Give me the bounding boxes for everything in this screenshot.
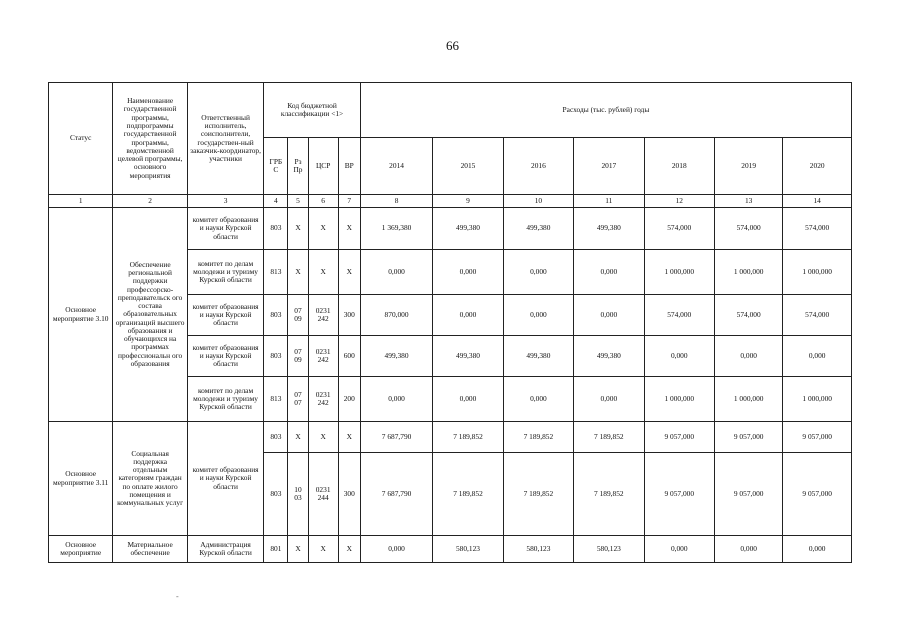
value-cell: 580,123 bbox=[574, 536, 644, 563]
column-number: 12 bbox=[644, 195, 714, 208]
responsible-cell: комитет образования и науки Курской области bbox=[187, 208, 263, 250]
header-expenses: Расходы (тыс. рублей) годы bbox=[360, 83, 851, 138]
value-cell: 9 057,000 bbox=[783, 453, 852, 536]
table-row bbox=[49, 422, 852, 453]
value-cell: 0,000 bbox=[433, 377, 503, 422]
value-cell: 7 189,852 bbox=[433, 453, 503, 536]
budget-table bbox=[48, 82, 852, 563]
column-number: 10 bbox=[503, 195, 573, 208]
header-vr: ВР bbox=[338, 138, 360, 195]
header-csr: ЦСР bbox=[308, 138, 338, 195]
vr-cell: Х bbox=[338, 536, 360, 563]
value-cell: 580,123 bbox=[503, 536, 573, 563]
value-cell: 0,000 bbox=[644, 536, 714, 563]
value-cell: 7 189,852 bbox=[433, 422, 503, 453]
responsible-cell: Администрация Курской области bbox=[187, 536, 263, 563]
rzpr-cell: Х bbox=[288, 208, 308, 250]
header-status: Статус bbox=[49, 83, 113, 195]
vr-cell: Х bbox=[338, 422, 360, 453]
status-cell: Основное мероприятие bbox=[49, 536, 113, 563]
value-cell: 0,000 bbox=[714, 336, 782, 377]
column-number: 3 bbox=[187, 195, 263, 208]
csr-cell: Х bbox=[308, 422, 338, 453]
csr-cell: 0231 242 bbox=[308, 377, 338, 422]
rzpr-cell: Х bbox=[288, 422, 308, 453]
name-cell: Материальное обеспечение bbox=[113, 536, 187, 563]
value-cell: 574,000 bbox=[783, 295, 852, 336]
column-number: 14 bbox=[783, 195, 852, 208]
value-cell: 1 369,380 bbox=[360, 208, 432, 250]
value-cell: 9 057,000 bbox=[783, 422, 852, 453]
value-cell: 580,123 bbox=[433, 536, 503, 563]
rzpr-cell: Х bbox=[288, 250, 308, 295]
value-cell: 499,380 bbox=[574, 336, 644, 377]
rzpr-cell: 07 09 bbox=[288, 295, 308, 336]
responsible-cell: комитет по делам молодежи и туризму Курской области bbox=[187, 377, 263, 422]
page-number: 66 bbox=[446, 38, 459, 53]
value-cell: 574,000 bbox=[783, 208, 852, 250]
table-row bbox=[49, 536, 852, 563]
header-budget-code: Код бюджетной классификации <1> bbox=[264, 83, 361, 138]
value-cell: 1 000,000 bbox=[644, 377, 714, 422]
header-year: 2017 bbox=[574, 138, 644, 195]
value-cell: 0,000 bbox=[714, 536, 782, 563]
value-cell: 9 057,000 bbox=[644, 453, 714, 536]
header-year: 2018 bbox=[644, 138, 714, 195]
header-name: Наименование государственной программы, подпрограммы государственной программы, ведомственной целевой программы, основного мероприятия bbox=[113, 83, 187, 195]
value-cell: 1 000,000 bbox=[644, 250, 714, 295]
grbs-cell: 803 bbox=[264, 208, 288, 250]
value-cell: 1 000,000 bbox=[783, 250, 852, 295]
value-cell: 7 687,790 bbox=[360, 422, 432, 453]
vr-cell: 200 bbox=[338, 377, 360, 422]
csr-cell: 0231 242 bbox=[308, 295, 338, 336]
value-cell: 574,000 bbox=[714, 295, 782, 336]
rzpr-cell: 10 03 bbox=[288, 453, 308, 536]
rzpr-cell: 07 09 bbox=[288, 336, 308, 377]
column-number: 13 bbox=[714, 195, 782, 208]
column-number: 11 bbox=[574, 195, 644, 208]
grbs-cell: 813 bbox=[264, 250, 288, 295]
name-cell: Социальная поддержка отдельным категориям граждан по оплате жилого помещения и коммунальных услуг bbox=[113, 422, 187, 536]
column-number: 4 bbox=[264, 195, 288, 208]
column-number: 2 bbox=[113, 195, 187, 208]
header-year: 2015 bbox=[433, 138, 503, 195]
grbs-cell: 803 bbox=[264, 336, 288, 377]
csr-cell: 0231 244 bbox=[308, 453, 338, 536]
footer-mark: - bbox=[176, 592, 179, 601]
value-cell: 0,000 bbox=[574, 295, 644, 336]
value-cell: 9 057,000 bbox=[644, 422, 714, 453]
value-cell: 499,380 bbox=[433, 208, 503, 250]
value-cell: 1 000,000 bbox=[714, 250, 782, 295]
value-cell: 499,380 bbox=[433, 336, 503, 377]
value-cell: 499,380 bbox=[360, 336, 432, 377]
value-cell: 499,380 bbox=[503, 336, 573, 377]
header-year: 2019 bbox=[714, 138, 782, 195]
grbs-cell: 803 bbox=[264, 422, 288, 453]
value-cell: 0,000 bbox=[433, 295, 503, 336]
header-grbs: ГРБ С bbox=[264, 138, 288, 195]
responsible-cell: комитет образования и науки Курской области bbox=[187, 295, 263, 336]
csr-cell: 0231 242 bbox=[308, 336, 338, 377]
value-cell: 9 057,000 bbox=[714, 453, 782, 536]
value-cell: 0,000 bbox=[503, 377, 573, 422]
header-responsible: Ответственный исполнитель, соисполнители, государствен-ный заказчик-координатор, участники bbox=[187, 83, 263, 195]
value-cell: 0,000 bbox=[783, 336, 852, 377]
grbs-cell: 801 bbox=[264, 536, 288, 563]
vr-cell: 300 bbox=[338, 295, 360, 336]
value-cell: 0,000 bbox=[783, 536, 852, 563]
vr-cell: 600 bbox=[338, 336, 360, 377]
column-number: 8 bbox=[360, 195, 432, 208]
value-cell: 0,000 bbox=[574, 250, 644, 295]
responsible-cell: комитет образования и науки Курской области bbox=[187, 336, 263, 377]
column-number: 7 bbox=[338, 195, 360, 208]
value-cell: 0,000 bbox=[360, 250, 432, 295]
header-rzpr: Рз Пр bbox=[288, 138, 308, 195]
value-cell: 1 000,000 bbox=[714, 377, 782, 422]
value-cell: 0,000 bbox=[360, 536, 432, 563]
value-cell: 7 687,790 bbox=[360, 453, 432, 536]
value-cell: 7 189,852 bbox=[503, 453, 573, 536]
value-cell: 0,000 bbox=[433, 250, 503, 295]
value-cell: 574,000 bbox=[644, 208, 714, 250]
value-cell: 1 000,000 bbox=[783, 377, 852, 422]
header-year: 2016 bbox=[503, 138, 573, 195]
value-cell: 7 189,852 bbox=[574, 422, 644, 453]
value-cell: 574,000 bbox=[644, 295, 714, 336]
value-cell: 7 189,852 bbox=[574, 453, 644, 536]
value-cell: 574,000 bbox=[714, 208, 782, 250]
status-cell: Основное мероприятие 3.10 bbox=[49, 208, 113, 422]
value-cell: 499,380 bbox=[503, 208, 573, 250]
column-number: 6 bbox=[308, 195, 338, 208]
csr-cell: Х bbox=[308, 208, 338, 250]
csr-cell: Х bbox=[308, 536, 338, 563]
column-number: 9 bbox=[433, 195, 503, 208]
column-number: 1 bbox=[49, 195, 113, 208]
value-cell: 9 057,000 bbox=[714, 422, 782, 453]
header-year: 2020 bbox=[783, 138, 852, 195]
responsible-cell: комитет по делам молодежи и туризму Курской области bbox=[187, 250, 263, 295]
header-year: 2014 bbox=[360, 138, 432, 195]
value-cell: 870,000 bbox=[360, 295, 432, 336]
name-cell: Обеспечение региональной поддержки профессорско-преподавательск ого состава образовательных организаций высшего образования и обучающихся на программах профессиональн ого образования bbox=[113, 208, 187, 422]
rzpr-cell: Х bbox=[288, 536, 308, 563]
csr-cell: Х bbox=[308, 250, 338, 295]
responsible-cell: комитет образования и науки Курской области bbox=[187, 422, 263, 536]
value-cell: 499,380 bbox=[574, 208, 644, 250]
grbs-cell: 803 bbox=[264, 295, 288, 336]
table-row bbox=[49, 208, 852, 250]
column-number: 5 bbox=[288, 195, 308, 208]
value-cell: 0,000 bbox=[503, 295, 573, 336]
value-cell: 0,000 bbox=[644, 336, 714, 377]
rzpr-cell: 07 07 bbox=[288, 377, 308, 422]
grbs-cell: 803 bbox=[264, 453, 288, 536]
value-cell: 0,000 bbox=[574, 377, 644, 422]
vr-cell: Х bbox=[338, 208, 360, 250]
vr-cell: Х bbox=[338, 250, 360, 295]
value-cell: 7 189,852 bbox=[503, 422, 573, 453]
vr-cell: 300 bbox=[338, 453, 360, 536]
grbs-cell: 813 bbox=[264, 377, 288, 422]
status-cell: Основное мероприятие 3.11 bbox=[49, 422, 113, 536]
value-cell: 0,000 bbox=[360, 377, 432, 422]
value-cell: 0,000 bbox=[503, 250, 573, 295]
